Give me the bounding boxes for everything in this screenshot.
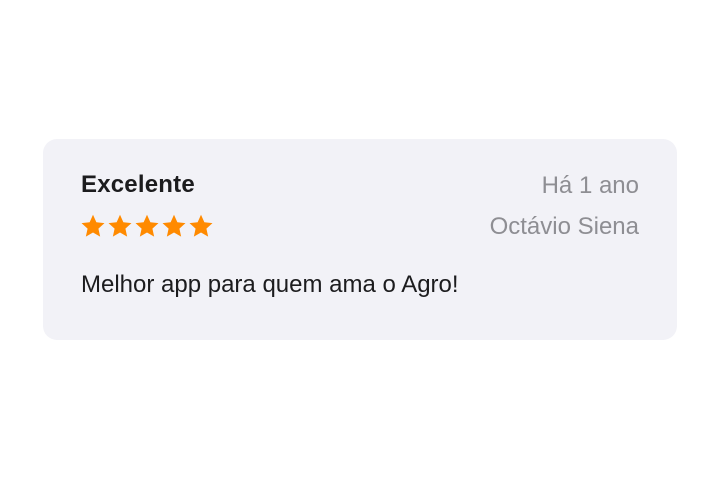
star-icon bbox=[188, 213, 214, 239]
star-icon bbox=[161, 213, 187, 239]
review-author: Octávio Siena bbox=[489, 213, 639, 240]
star-icon bbox=[134, 213, 160, 239]
star-rating bbox=[80, 213, 214, 239]
review-body: Melhor app para quem ama o Agro! bbox=[81, 271, 459, 298]
review-date: Há 1 ano bbox=[541, 172, 639, 199]
review-card[interactable] bbox=[43, 139, 677, 340]
star-icon bbox=[80, 213, 106, 239]
review-title: Excelente bbox=[81, 171, 195, 198]
star-icon bbox=[107, 213, 133, 239]
